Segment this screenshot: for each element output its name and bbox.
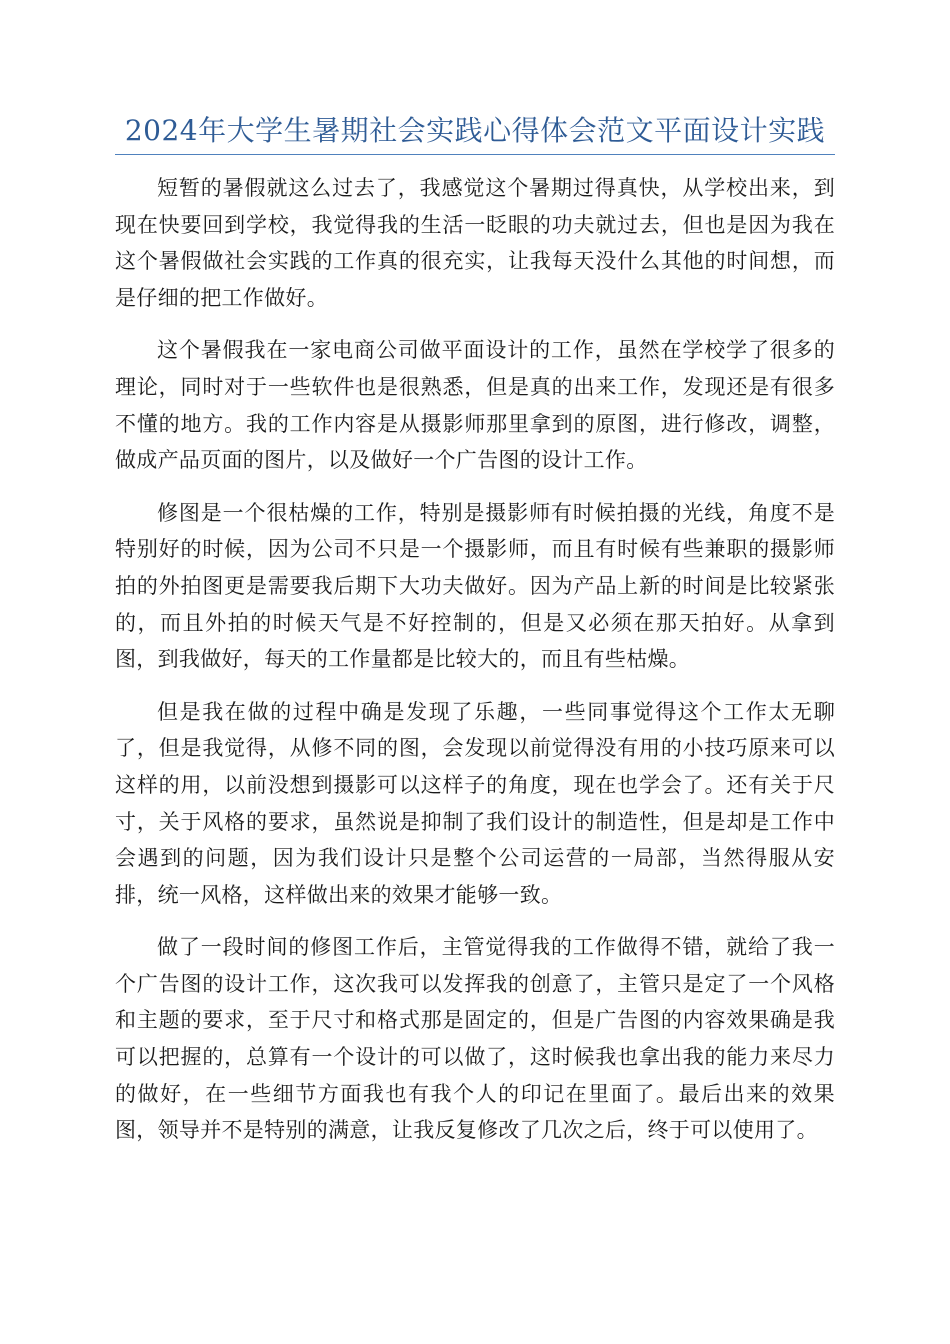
paragraph-4: 但是我在做的过程中确是发现了乐趣，一些同事觉得这个工作太无聊了，但是我觉得，从修不同的图，会发现以前觉得没有用的小技巧原来可以这样的用，以前没想到摄影可以这样子的角度，现在也学会了。还有关于尺寸，关于风格的要求，虽然说是抑制了我们设计的制造性，但是却是工作中会遇到的问题，因为我们设计只是整个公司运营的一局部，当然得服从安排，统一风格，这样做出来的效果才能够一致。 [115,699,835,907]
document-title: 2024年大学生暑期社会实践心得体会范文平面设计实践 [124,114,826,147]
paragraph-5: 做了一段时间的修图工作后，主管觉得我的工作做得不错，就给了我一个广告图的设计工作，这次我可以发挥我的创意了，主管只是定了一个风格和主题的要求，至于尺寸和格式那是固定的，但是广告图的内容效果确是我可以把握的，总算有一个设计的可以做了，这时候我也拿出我的能力来尽力的做好，在一些细节方面我也有我个人的印记在里面了。最后出来的效果图，领导并不是特别的满意，让我反复修改了几次之后，终于可以使用了。 [115,935,835,1143]
paragraph-3: 修图是一个很枯燥的工作，特别是摄影师有时候拍摄的光线，角度不是特别好的时候，因为公司不只是一个摄影师，而且有时候有些兼职的摄影师拍的外拍图更是需要我后期下大功夫做好。因为产品上新的时间是比较紧张的，而且外拍的时候天气是不好控制的，但是又必须在那天拍好。从拿到图，到我做好，每天的工作量都是比较大的，而且有些枯燥。 [115,500,835,672]
paragraph-1: 短暂的暑假就这么过去了，我感觉这个暑期过得真快，从学校出来，到现在快要回到学校，我觉得我的生活一眨眼的功夫就过去，但也是因为我在这个暑假做社会实践的工作真的很充实，让我每天没什么其他的时间想，而是仔细的把工作做好。 [115,176,835,310]
paragraph-2: 这个暑假我在一家电商公司做平面设计的工作，虽然在学校学了很多的理论，同时对于一些软件也是很熟悉，但是真的出来工作，发现还是有很多不懂的地方。我的工作内容是从摄影师那里拿到的原图，进行修改，调整，做成产品页面的图片，以及做好一个广告图的设计工作。 [115,338,835,473]
title-underline [115,154,835,155]
document-body [115,170,835,1165]
